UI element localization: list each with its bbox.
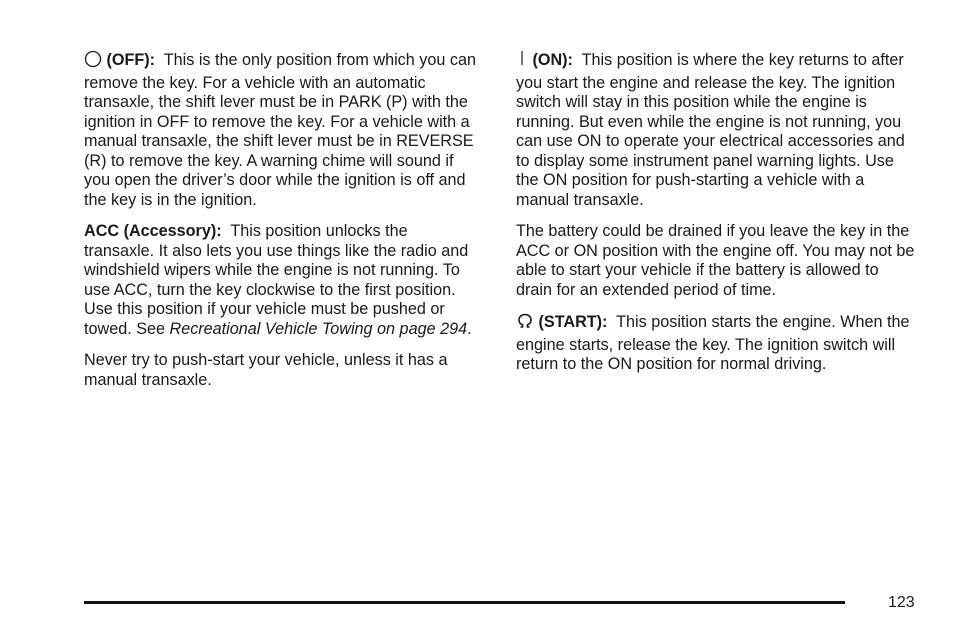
acc-text: This position unlocks the transaxle. It also lets you use things like the radio and windshield wipers while the engine is not running. To use ACC, turn the key clockwise to the first position. Use this position if your vehicle must be pushed or towed. See — [84, 222, 469, 338]
acc-ref-end: . — [467, 319, 472, 338]
acc-paragraph — [84, 222, 482, 339]
start-omega-icon — [516, 312, 534, 336]
towing-reference-link[interactable]: Recreational Vehicle Towing on page 294 — [169, 319, 468, 338]
page-number: 123 — [888, 594, 915, 611]
battery-text: The battery could be drained if you leave the key in the ACC or ON position with the engine off. You may not be able to start your vehicle if the battery is allowed to drain for an extended period of time. — [516, 222, 915, 299]
start-label: (START): — [538, 313, 608, 331]
off-paragraph — [84, 50, 482, 210]
on-text: This position is where the key returns to after you start the engine and release the key. The ignition switch will stay in this position while the engine is running. But even while the engine is not running, you can use ON to operate your electrical accessories and to display some instrument panel warning lights. Use the ON position for push-starting a vehicle with a manual transaxle. — [516, 51, 905, 209]
off-label: (OFF): — [106, 51, 156, 69]
on-bar-icon — [516, 50, 528, 74]
push-start-paragraph — [84, 351, 482, 390]
start-paragraph — [516, 312, 916, 375]
acc-label: ACC (Accessory): — [84, 222, 222, 240]
off-circle-icon — [84, 50, 102, 74]
left-column — [84, 50, 482, 402]
on-label: (ON): — [532, 51, 573, 69]
on-paragraph — [516, 50, 916, 210]
footer-rule — [84, 601, 845, 604]
push-start-text: Never try to push-start your vehicle, unless it has a manual transaxle. — [84, 351, 448, 389]
battery-paragraph — [516, 222, 916, 300]
right-column — [516, 50, 916, 387]
off-text: This is the only position from which you can remove the key. For a vehicle with an automatic transaxle, the shift lever must be in PARK (P) with the ignition in OFF to remove the key. For a vehicle with a manual transaxle, the shift lever must be in REVERSE (R) to remove the key. A warning chime will sound if you open the driver’s door while the ignition is off and the key is in the ignition. — [84, 51, 476, 209]
start-text: This position starts the engine. When the engine starts, release the key. The ignition switch will return to the ON position for normal driving. — [516, 313, 910, 373]
